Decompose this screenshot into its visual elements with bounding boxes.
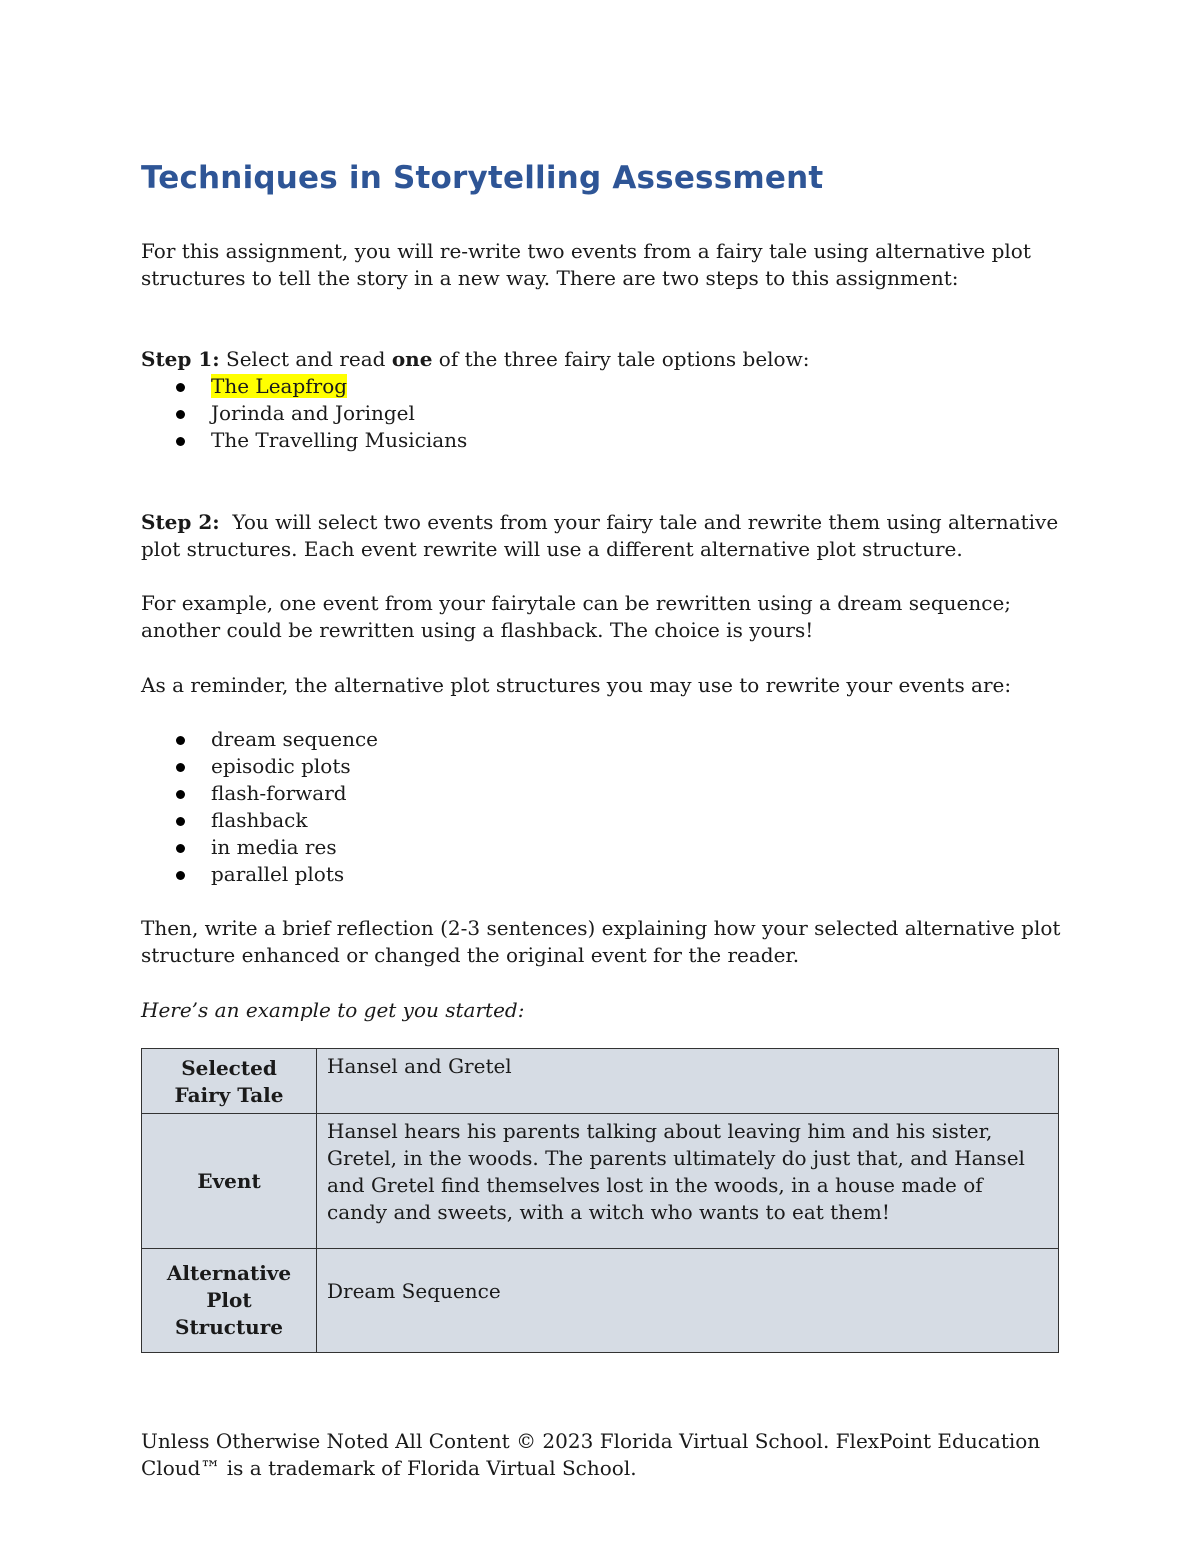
- example-table: [141, 1048, 1059, 1353]
- bullet-icon: [176, 844, 185, 853]
- plot-structure-item: [141, 861, 378, 888]
- plot-structure-item: [141, 807, 378, 834]
- step1-text-after: of the three fairy tale options below:: [432, 347, 810, 371]
- fairy-tale-option: [141, 400, 467, 427]
- step2-label: Step 2:: [141, 510, 220, 534]
- table-row-value: Hansel and Gretel: [317, 1049, 1059, 1114]
- step1-paragraph: [141, 346, 1071, 373]
- bullet-icon: [176, 817, 185, 826]
- example-paragraph: For example, one event from your fairytale can be rewritten using a dream sequence; another could be rewritten using a flashback. The choice is yours!: [141, 591, 1012, 642]
- plot-structure-item: [141, 726, 378, 753]
- table-row: [142, 1249, 1059, 1353]
- plot-structure-label: dream sequence: [211, 727, 378, 751]
- bullet-icon: [176, 736, 185, 745]
- plot-structure-item: [141, 780, 378, 807]
- fairy-tale-option: [141, 427, 467, 454]
- plot-structure-label: flash-forward: [211, 781, 347, 805]
- table-row: [142, 1049, 1059, 1114]
- bullet-icon: [176, 763, 185, 772]
- intro-paragraph: For this assignment, you will re-write two events from a fairy tale using alternative plot structures to tell the story in a new way. There are two steps to this assignment:: [141, 239, 1031, 290]
- page-title: Techniques in Storytelling Assessment: [141, 160, 824, 196]
- plot-structure-label: flashback: [211, 808, 308, 832]
- fairy-tale-option-label: The Leapfrog: [211, 374, 348, 398]
- plot-structure-label: in media res: [211, 835, 337, 859]
- step2-paragraph: [141, 509, 1071, 563]
- table-row-value: Hansel hears his parents talking about leaving him and his sister, Gretel, in the woods. The parents ultimately do just that, and Hansel and Gretel find themselves lost in the woods, in a house made of candy and sweets, with a witch who wants to eat them!: [317, 1114, 1059, 1249]
- step1-text-before: Select and read: [219, 347, 392, 371]
- step1-emphasis: one: [391, 347, 433, 371]
- copyright-footer: Unless Otherwise Noted All Content © 2023 Florida Virtual School. FlexPoint Education Cloud™ is a trademark of Florida Virtual School.: [141, 1429, 1041, 1480]
- fairy-tale-option: [141, 373, 467, 400]
- bullet-icon: [176, 437, 185, 446]
- fairy-tale-options-list: [141, 373, 467, 454]
- example-intro: Here’s an example to get you started:: [141, 998, 525, 1022]
- bullet-icon: [176, 410, 185, 419]
- table-row: [142, 1114, 1059, 1249]
- plot-structure-label: episodic plots: [211, 754, 351, 778]
- plot-structures-list: [141, 726, 378, 888]
- step2-text: You will select two events from your fairy tale and rewrite them using alternative plot structures. Each event rewrite will use a different alternative plot structure.: [141, 510, 1065, 561]
- table-row-value: Dream Sequence: [317, 1249, 1059, 1353]
- fairy-tale-option-label: The Travelling Musicians: [211, 428, 468, 452]
- bullet-icon: [176, 790, 185, 799]
- bullet-icon: [176, 383, 185, 392]
- bullet-icon: [176, 871, 185, 880]
- reminder-paragraph: As a reminder, the alternative plot structures you may use to rewrite your events are:: [141, 673, 1012, 697]
- step1-label: Step 1:: [141, 347, 220, 371]
- plot-structure-item: [141, 753, 378, 780]
- fairy-tale-option-label: Jorinda and Joringel: [211, 401, 415, 425]
- table-row-label: Alternative Plot Structure: [142, 1249, 317, 1353]
- table-row-label: Event: [142, 1114, 317, 1249]
- table-row-label: Selected Fairy Tale: [142, 1049, 317, 1114]
- plot-structure-item: [141, 834, 378, 861]
- reflection-paragraph: Then, write a brief reflection (2-3 sentences) explaining how your selected alternative plot structure enhanced or changed the original event for the reader.: [141, 916, 1061, 967]
- plot-structure-label: parallel plots: [211, 862, 345, 886]
